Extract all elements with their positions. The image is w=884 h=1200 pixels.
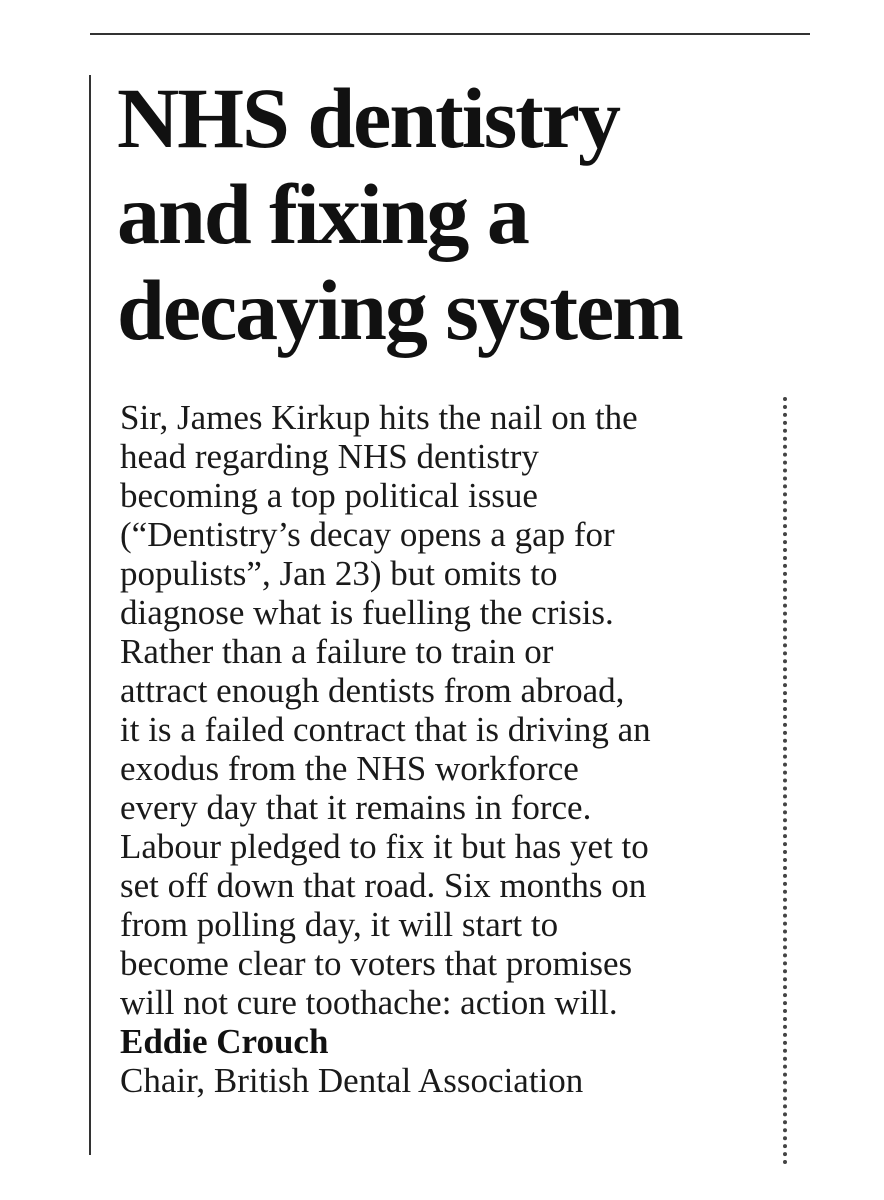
author-name: Eddie Crouch [120, 1022, 329, 1061]
letter-body [120, 398, 770, 1100]
right-dotted-divider [783, 397, 787, 1165]
letter-line: set off down that road. Six months on [120, 866, 647, 905]
top-rule [90, 33, 810, 35]
author-title: Chair, British Dental Association [120, 1061, 584, 1100]
letter-line: Rather than a failure to train or [120, 632, 554, 671]
letter-line: will not cure toothache: action will. [120, 983, 618, 1022]
headline [117, 70, 777, 358]
headline-line: NHS dentistry [117, 70, 619, 166]
letter-line: Labour pledged to fix it but has yet to [120, 827, 649, 866]
letter-line: populists”, Jan 23) but omits to [120, 554, 558, 593]
letter-line: every day that it remains in force. [120, 788, 592, 827]
letter-line: exodus from the NHS workforce [120, 749, 579, 788]
left-column-rule [89, 75, 91, 1155]
letter-line: diagnose what is fuelling the crisis. [120, 593, 614, 632]
letter-line: Sir, James Kirkup hits the nail on the [120, 398, 638, 437]
letter-line: from polling day, it will start to [120, 905, 559, 944]
letter-line: (“Dentistry’s decay opens a gap for [120, 515, 615, 554]
headline-line: decaying system [117, 262, 682, 358]
letter-line: becoming a top political issue [120, 476, 538, 515]
headline-line: and fixing a [117, 166, 528, 262]
letter-line: it is a failed contract that is driving an [120, 710, 651, 749]
letter-line: head regarding NHS dentistry [120, 437, 539, 476]
letter-line: become clear to voters that promises [120, 944, 633, 983]
letter-line: attract enough dentists from abroad, [120, 671, 625, 710]
